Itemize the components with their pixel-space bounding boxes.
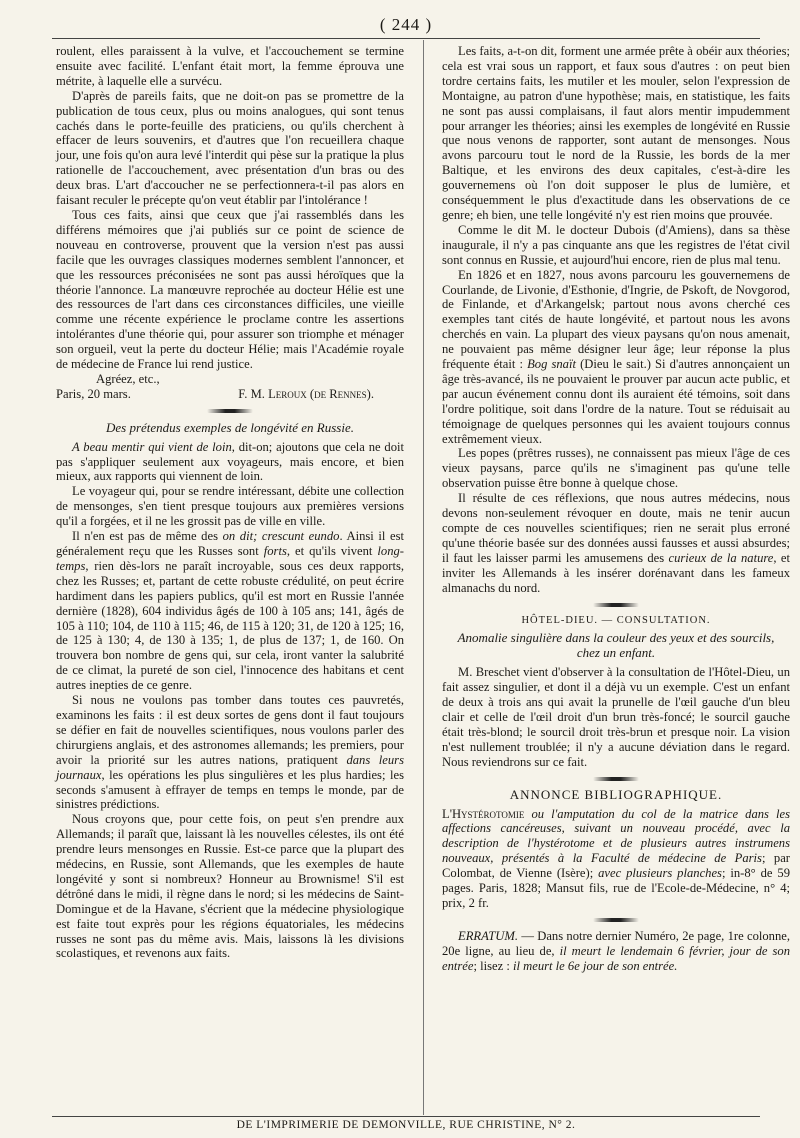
article-title-line: chez un enfant. <box>576 645 656 661</box>
article-title: Des prétendus exemples de longévité en Russie. <box>105 419 354 435</box>
italic-run: long-temps <box>56 544 404 573</box>
text-run: , les opérations les plus singulières et les plus hardies; les seconds s'amusent à effrayer de temps en temps le monde, par de sinistres prédictions. <box>56 767 404 812</box>
signature-line <box>56 387 404 402</box>
page-number: ( 244 ) <box>379 15 433 34</box>
paragraph <box>442 491 790 595</box>
text-run: En 1826 et en 1827, nous avons parcouru les gouvernemens de Courlande, de Livonie, d'Esthonie, d'Ingrie, de Pskoft, de Novgorod, de Finlande, et d'Arkangelsk; partout nous avons cherché ces exemples tant cités de haute longévité, et partout nous les avons cherchés en vain. La plupart des vieux paysans qu'on nous amenait, ne pouvaient pas même désigner leur âge; leur réponse la plus fréquente était : <box>442 267 790 372</box>
text-run: ; lisez : <box>473 958 513 973</box>
book-title-lead: L'Hystérotomie <box>442 806 525 821</box>
text-run: Il résulte de ces réflexions, que nous autres médecins, nous devons non-seulement révoquer en doute, mais ne tenir aucun compte de ces nouvelles scientifiques; rien ne serait plus erroné qu'une théorie basée sur des données aussi fausses et aussi absurdes; il faut les laisser parmi les amusemens des <box>442 491 790 565</box>
paragraph: Comme le dit M. le docteur Dubois (d'Amiens), dans sa thèse inaugurale, il n'y a pas cinquante ans que les registres de l'état civil sont connus en Russie, et aujourd'hui encore, rien de plus mal tenu. <box>442 222 790 267</box>
paragraph <box>442 807 790 911</box>
printer-imprint: DE L'IMPRIMERIE DE DEMONVILLE, RUE CHRISTINE, N° 2. <box>236 1119 576 1131</box>
italic-run: Bog snaït <box>527 357 576 372</box>
errata-label: ERRATUM. <box>458 928 519 943</box>
column-divider <box>423 40 424 1115</box>
closing-formula: Agréez, etc., <box>96 371 160 386</box>
paragraph: Les popes (prêtres russes), ne connaissent pas mieux l'âge de ces vieux paysans, parce qu'ils ne s'imaginent pas qu'une telle observation puisse être bonne à quelque chose. <box>442 446 790 491</box>
italic-run: il meurt le 6e jour de son entrée. <box>513 958 678 973</box>
newspaper-page <box>48 0 791 1138</box>
paragraph <box>442 268 790 447</box>
section-heading: HÔTEL-DIEU. — CONSULTATION. <box>521 614 711 626</box>
text-run: — Dans notre dernier Numéro, 2e page, 1re colonne, 20e ligne, au lieu de, <box>442 928 790 958</box>
text-run: ; in-8° de 59 pages. Paris, 1828; Mansut fils, rue de l'Ecole-de-Médecine, n° 4; prix, 2 fr. <box>442 866 790 910</box>
ornament-divider <box>442 777 790 781</box>
text-run: , et inviter les Allemands à les insérer dorénavant dans les fameux almanachs du nord. <box>442 550 790 595</box>
paragraph <box>56 693 404 812</box>
italic-run: dans leurs journaux <box>56 752 404 782</box>
text-run: Si nous ne voulons pas tomber dans toutes ces pauvretés, examinons les faits : il est deux sortes de gens dont il faut toujours se défier en fait de nouvelles scientifiques, nous voulons parler des chirurgiens anglais, et des astronomes allemands; les premiers, pour avoir la priorité sur les autres nations, pratiquent <box>56 693 404 767</box>
text-run: . Ainsi il est généralement reçu que les Russes sont <box>56 529 404 558</box>
article-title-line: Anomalie singulière dans la couleur des yeux et des sourcils, <box>457 630 775 646</box>
italic-run: avec plusieurs planches <box>598 866 722 881</box>
italic-run: on dit; crescunt eundo <box>222 529 340 544</box>
signature-name: F. M. Leroux (de Rennes). <box>238 386 374 401</box>
right-column <box>442 44 790 974</box>
paragraph: Les faits, a-t-on dit, forment une armée prête à obéir aux théories; cela est vrai sous un rapport, et faux sous d'autres : on peut bien tordre certains faits, les mutiler et les mouler, selon l'expression de Montaigne, au patron d'une hypothèse; mais, en statistique, les faits ne sont pas aussi complaisans, il faut alors mentir impudemment pour arranger les théories; ainsi les exemples de longévité en Russie que nous venons de rapporter, sont autant de mensonges. Nous avons parcouru tout le nord de la Russie, les bords de la mer Baltique, et les environs des deux capitales, c'est-à-dire les gouvernemens où l'on doit supposer le plus de lumière, et conséquemment le plus d'exactitude dans les observations de ce genre; eh bien, une telle longévité n'y est rien moins que prouvée. <box>442 44 790 222</box>
italic-quote: A beau mentir qui vient de loin <box>72 439 232 454</box>
text-run: ; par Colombat, de Vienne (Isère); <box>442 851 790 881</box>
paragraph: roulent, elles paraissent à la vulve, et l'accouchement se termine ensuite avec facilité. L'enfant était mort, la femme éprouva une métrite, à laquelle elle a survécu. <box>56 44 404 88</box>
ornament-divider <box>56 409 404 413</box>
paragraph <box>56 440 404 485</box>
paragraph: Nous croyons que, pour cette fois, on peut s'en prendre aux Allemands; il paraît que, laissant là les nouvelles célestes, ils ont été prendre leurs mensonges en Russie. Est-ce parce que la plupart des médecins, en Russie, sont Allemands, que les exemples de haute longévité y sont si nombreux? Honneur au Brownisme! S'il est détrôné dans le midi, il règne dans le nord; si les médecins de Saint-Domingue et de la Havane, s'écrient que la médecine physiologique est faite tout exprès pour les régions équatoriales, les médecins russes ne sont pas du même avis. Mais, laissons là les divisions scolastiques, et revenons aux faits. <box>56 812 404 961</box>
paragraph <box>442 929 790 974</box>
text-run: , et qu'ils vivent <box>286 544 378 558</box>
section-heading: ANNONCE BIBLIOGRAPHIQUE. <box>509 786 723 802</box>
text-run: (Dieu le sait.) Si d'autres annonçaient un âge très-avancé, ils ne pouvaient le prouver par aucun acte public, et par aucun événement connu dont ils auraient été témoins, soit dans l'ordre politique, soit dans l'ordre de la nature. Tout se réduisait au témoignage de quelques personnes qui les avaient toujours connus extrêmement vieux. <box>442 357 790 446</box>
text-run: Il n'en est pas de même des <box>72 529 223 544</box>
signature-place: Paris, 20 mars. <box>56 386 131 401</box>
paragraph <box>56 529 404 693</box>
ornament-divider <box>442 918 790 922</box>
italic-run: curieux de la nature <box>668 550 774 565</box>
text-run: , rien dès-lors ne paraît incroyable, sous ces deux rapports, chez les Russes; et, partant de cette robuste crédulité, on peut écrire hardiment dans les papiers publics, qu'il est mort en Russie l'année dernière (1828), 604 individus âgés de 100 à 105 ans; 141, âgés de 105 à 110; 104, de 110 à 115; 46, de 115 à 120; 31, de 120 à 125; 16, de 125 à 130; 4, de 130 à 135; 1, de plus de 137; 1, de 160. On trouvera bon nombre de gens qui, sur cela, iront vanter la salubrité de ce climat, la pureté de son ciel, l'innocence des habitans et cent autres inepties de ce genre. <box>56 558 404 693</box>
italic-run: il meurt le lendemain 6 février, jour de son entrée <box>442 943 791 973</box>
ornament-divider <box>442 603 790 607</box>
paragraph: Le voyageur qui, pour se rendre intéressant, débite une collection de mensonges, s'en tient presque toujours aux premières versions qu'il a forgées, et il ne les grossit pas de ville en ville. <box>56 484 404 529</box>
text-run: , dit-on; ajoutons que cela ne doit pas s'appliquer seulement aux voyageurs, mais encore, et bien mieux, aux rapports qui viennent de loin. <box>56 439 404 484</box>
italic-run: forts <box>263 544 287 558</box>
header-rule <box>52 38 760 39</box>
article-title <box>442 631 790 661</box>
italic-run: ou l'amputation du col de la matrice dans les affections cancéreuses, suivant un nouveau procédé, avec la description de l'hystérotome et de plusieurs autres instrumens nouveaux, présentés à la Faculté de médecine de Paris <box>442 806 790 866</box>
paragraph: Tous ces faits, ainsi que ceux que j'ai rassemblés dans les différens mémoires que j'ai publiés sur ce point de science de nouveau en controverse, prouvent que la version n'est pas aussi facile que les ouvrages classiques modernes semblent l'annoncer, et que les ressources préconisées ne sont pas aussi héroïques que la théorie l'annonce. La manœuvre reprochée au docteur Hélie est une des ressources de l'art dans ces circonstances difficiles, une vieille comme une récente expérience le proclame contre les assertions intolérantes d'une théorie qui, pour assurer son triomphe et ménager son orgueil, veut la perte du docteur Hélie; mais l'Académie royale de médecine de France lui rend justice. <box>56 207 404 372</box>
left-column <box>56 44 404 961</box>
paragraph: D'après de pareils faits, que ne doit-on pas se promettre de la publication de tous ceux, plus ou moins analogues, qui sont tenus cachés dans le porte-feuille des praticiens, ou qu'ils cherchent à effacer de leurs souvenirs, et d'autres que l'on recueillera chaque jour, une fois qu'on aura levé l'interdit qui pèse sur la pratique la plus rationelle de l'accouchement, avec présentation d'un bras ou des deux bras. L'art d'accoucher ne se perfectionnera-t-il pas alors en faisant reculer le précepte qu'on veut établir par l'intolérance ! <box>56 88 404 208</box>
paragraph: M. Breschet vient d'observer à la consultation de l'Hôtel-Dieu, un fait assez singulier, et dont il a déjà vu un exemple. C'est un enfant de deux à trois ans qui avait la prunelle de l'œil gauche d'un bleu clair et celle de l'œil droit d'un brun très-foncé; le sourcil gauche était très-blond; le sourcil droit très-brun et presque noir. La vision n'est nullement troublée; il n'y a aucune déviation dans le regard. Nous reviendrons sur ce fait. <box>442 665 790 769</box>
footer-rule <box>52 1116 760 1117</box>
